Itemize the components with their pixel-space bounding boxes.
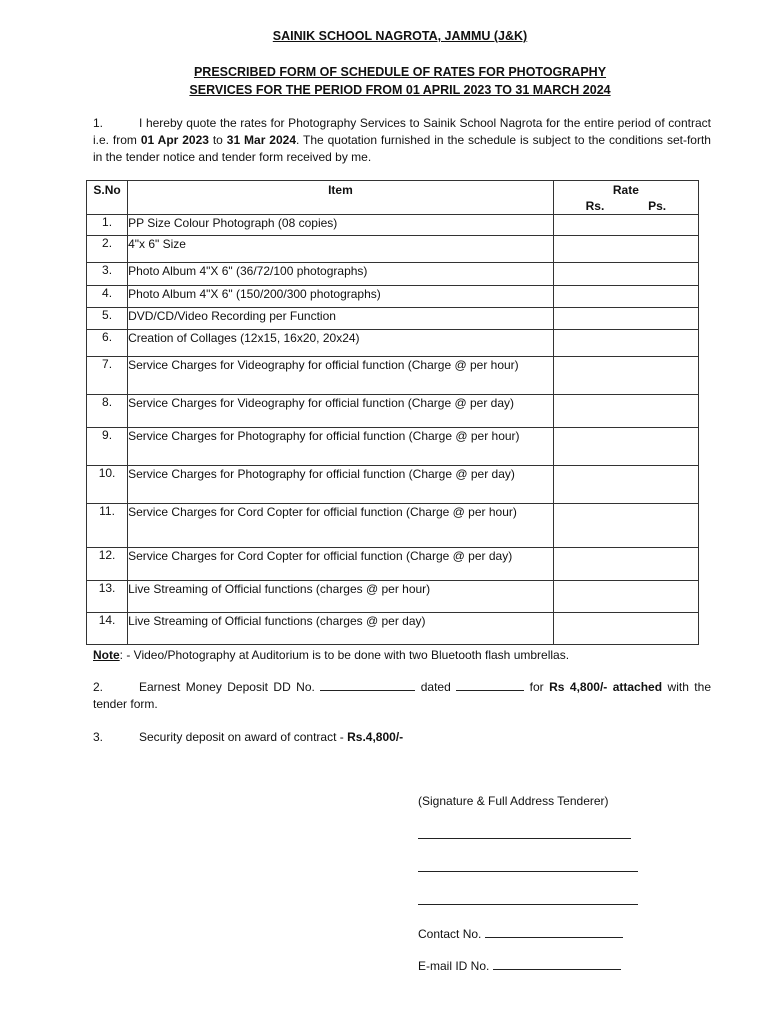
note [93, 648, 569, 662]
contact-field [418, 926, 623, 941]
rate-cell[interactable] [553, 286, 698, 308]
rate-cell[interactable] [553, 263, 698, 286]
paragraph-1-text-c: . The quotation furnished in the schedule is subject to the conditions set-forth in the tender notice and tender form received by me. [93, 133, 711, 164]
row-item: Service Charges for Photography for official function (Charge @ per day) [128, 466, 554, 504]
paragraph-1-text-b: to [208, 133, 227, 147]
note-text: : - Video/Photography at Auditorium is to be done with two Bluetooth flash umbrellas. [119, 648, 570, 662]
email-blank[interactable] [493, 958, 621, 970]
table-row [87, 236, 699, 263]
email-label: E-mail ID No. [418, 959, 493, 973]
header-rate [553, 181, 698, 215]
paragraph-1 [93, 115, 711, 166]
row-item: 4"x 6" Size [128, 236, 554, 263]
header-rs: Rs. [585, 199, 605, 213]
paragraph-2-text-b: dated [415, 680, 457, 694]
school-title: SAINIK SCHOOL NAGROTA, JAMMU (J&K) [272, 29, 528, 43]
paragraph-2-number: 2. [93, 680, 104, 694]
table-row [87, 215, 699, 236]
row-item: Service Charges for Cord Copter for official function (Charge @ per day) [128, 548, 554, 581]
row-sno: 6. [87, 330, 128, 357]
dd-number-blank[interactable] [320, 679, 415, 691]
address-line-3[interactable] [418, 904, 638, 905]
row-item: Photo Album 4"X 6" (150/200/300 photographs) [128, 286, 554, 308]
rate-cell[interactable] [553, 581, 698, 613]
date-from: 01 Apr 2023 [140, 133, 209, 147]
row-sno: 8. [87, 395, 128, 428]
row-sno: 3. [87, 263, 128, 286]
rate-cell[interactable] [553, 466, 698, 504]
paragraph-3 [93, 729, 711, 746]
rate-cell[interactable] [553, 215, 698, 236]
rate-cell[interactable] [553, 330, 698, 357]
paragraph-1-number: 1. [93, 116, 104, 130]
row-sno: 7. [87, 357, 128, 395]
paragraph-2 [93, 679, 711, 713]
header-rs-ps [554, 197, 698, 213]
table-row [87, 357, 699, 395]
emd-amount: Rs 4,800/- attached [549, 680, 663, 694]
rate-cell[interactable] [553, 395, 698, 428]
row-sno: 14. [87, 613, 128, 645]
rate-cell[interactable] [553, 504, 698, 548]
row-sno: 11. [87, 504, 128, 548]
row-item: Creation of Collages (12x15, 16x20, 20x24) [128, 330, 554, 357]
contact-label: Contact No. [418, 927, 485, 941]
row-item: Service Charges for Cord Copter for official function (Charge @ per hour) [128, 504, 554, 548]
row-sno: 4. [87, 286, 128, 308]
signature-label: (Signature & Full Address Tenderer) [418, 794, 609, 808]
table-row [87, 428, 699, 466]
date-to: 31 Mar 2024 [226, 133, 296, 147]
note-label: Note [93, 648, 120, 662]
contact-blank[interactable] [485, 926, 623, 938]
row-item: Photo Album 4"X 6" (36/72/100 photographs) [128, 263, 554, 286]
header-item: Item [128, 181, 554, 215]
paragraph-3-text: Security deposit on award of contract - [139, 730, 348, 744]
rate-cell[interactable] [553, 548, 698, 581]
table-row [87, 263, 699, 286]
paragraph-1-text-a: I hereby quote the rates for Photography Services to Sainik School Nagrota for the entire period of contract i.e. from [93, 116, 711, 147]
table-row [87, 330, 699, 357]
row-sno: 12. [87, 548, 128, 581]
rate-cell[interactable] [553, 308, 698, 330]
row-item: Service Charges for Videography for official function (Charge @ per day) [128, 395, 554, 428]
row-sno: 10. [87, 466, 128, 504]
row-sno: 13. [87, 581, 128, 613]
rate-cell[interactable] [553, 357, 698, 395]
table-row [87, 395, 699, 428]
form-title-line2: SERVICES FOR THE PERIOD FROM 01 APRIL 2023 TO 31 MARCH 2024 [189, 83, 611, 97]
address-line-1[interactable] [418, 838, 631, 839]
rate-cell[interactable] [553, 428, 698, 466]
table-row [87, 581, 699, 613]
rate-cell[interactable] [553, 236, 698, 263]
table-row [87, 504, 699, 548]
rate-cell[interactable] [553, 613, 698, 645]
table-header-row [87, 181, 699, 215]
row-sno: 5. [87, 308, 128, 330]
row-sno: 1. [87, 215, 128, 236]
table-row [87, 613, 699, 645]
table-row [87, 466, 699, 504]
table-row [87, 286, 699, 308]
paragraph-2-text-d: with the tender form. [93, 680, 711, 711]
header-sno: S.No [87, 181, 128, 215]
row-item: Live Streaming of Official functions (charges @ per hour) [128, 581, 554, 613]
paragraph-2-text-a: Earnest Money Deposit DD No. [139, 680, 321, 694]
form-title-line1: PRESCRIBED FORM OF SCHEDULE OF RATES FOR PHOTOGRAPHY [193, 65, 607, 79]
row-item: Service Charges for Photography for official function (Charge @ per hour) [128, 428, 554, 466]
table-row [87, 548, 699, 581]
header-ps: Ps. [648, 199, 667, 213]
row-item: DVD/CD/Video Recording per Function [128, 308, 554, 330]
paragraph-3-number: 3. [93, 730, 104, 744]
header-rate-label: Rate [612, 183, 639, 197]
table-row [87, 308, 699, 330]
address-line-2[interactable] [418, 871, 638, 872]
row-sno: 9. [87, 428, 128, 466]
row-item: Service Charges for Videography for official function (Charge @ per hour) [128, 357, 554, 395]
email-field [418, 958, 621, 973]
security-amount: Rs.4,800/- [347, 730, 404, 744]
row-item: PP Size Colour Photograph (08 copies) [128, 215, 554, 236]
rates-table [86, 180, 699, 645]
row-sno: 2. [87, 236, 128, 263]
dd-date-blank[interactable] [456, 679, 524, 691]
row-item: Live Streaming of Official functions (charges @ per day) [128, 613, 554, 645]
paragraph-2-text-c: for [524, 680, 550, 694]
